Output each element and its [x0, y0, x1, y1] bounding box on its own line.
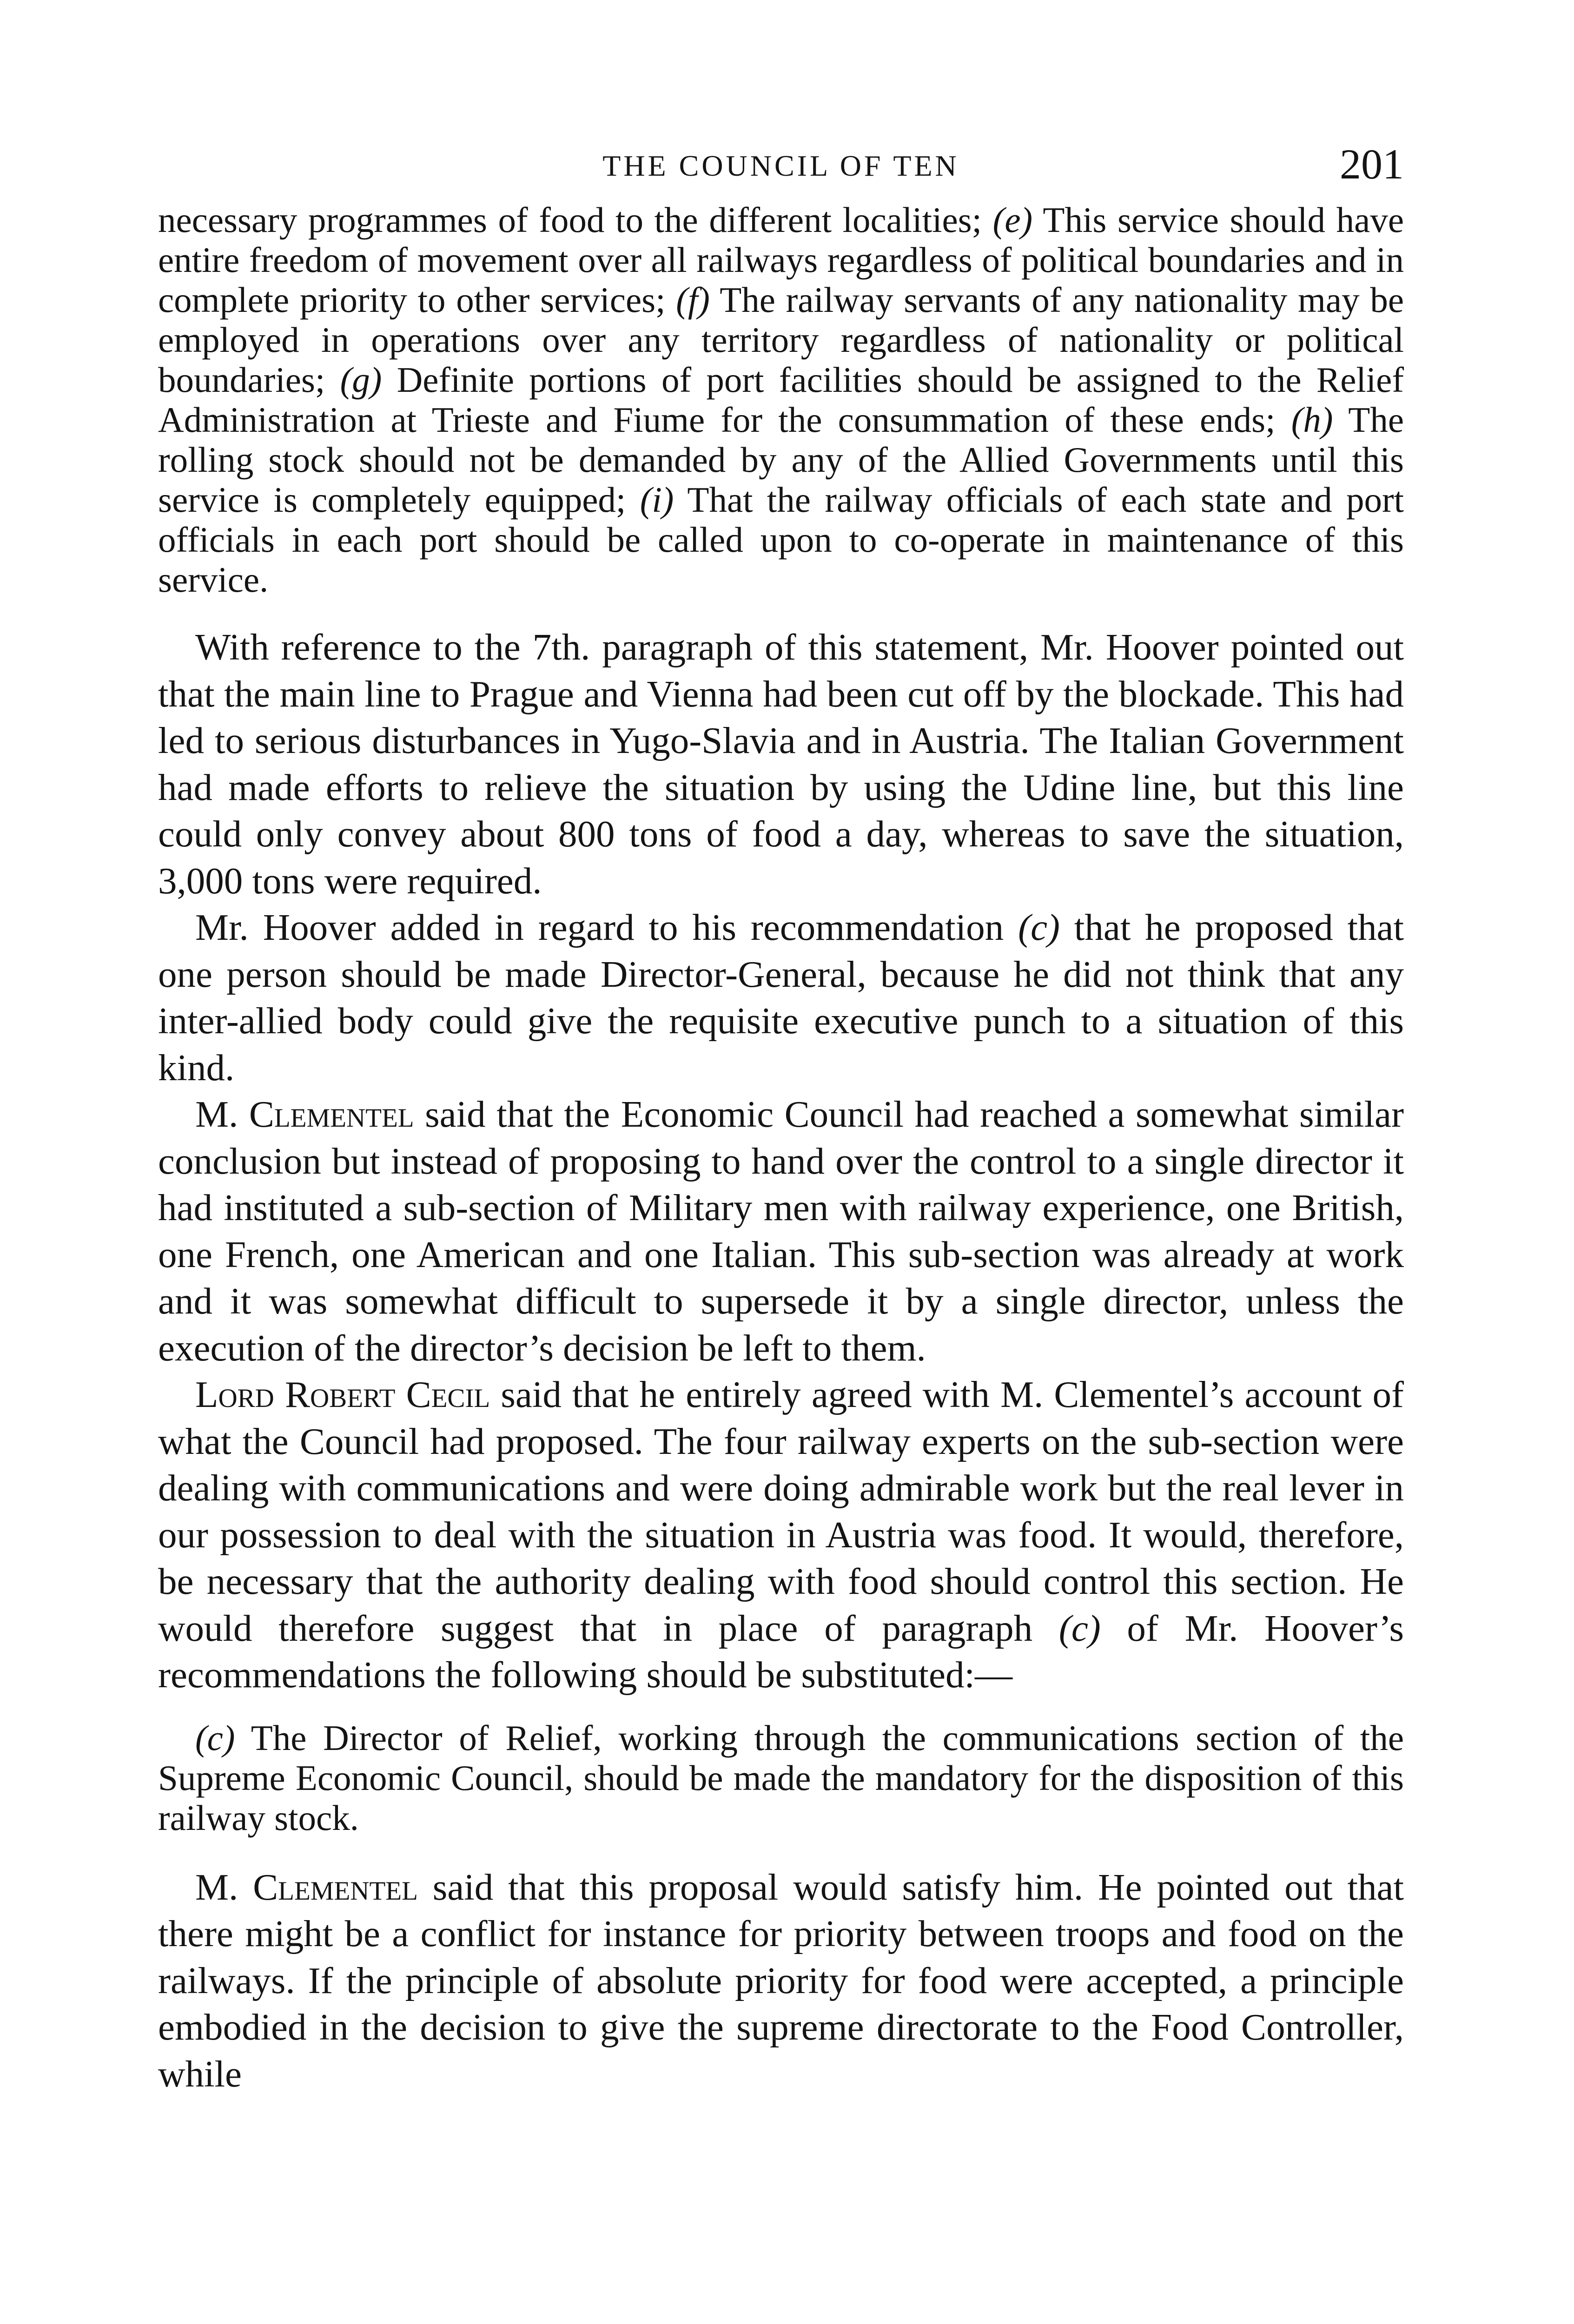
paragraph-cecil-proposal	[158, 1371, 1404, 1698]
italic-letter: (h)	[1291, 400, 1333, 440]
page-number: 201	[1340, 140, 1404, 188]
speaker-name: M. Clementel	[195, 1866, 418, 1908]
quoted-resolution	[158, 1718, 1404, 1838]
speaker-name: Lord Robert Cecil	[195, 1373, 490, 1415]
running-head	[158, 139, 1404, 200]
text-run: necessary programmes of food to the different localities;	[158, 200, 993, 240]
italic-letter: (f)	[676, 280, 710, 320]
text-run: of Mr. Hoover’s recommendations the following should be substituted:—	[158, 1607, 1404, 1696]
text-run: With reference to the 7th. paragraph of this statement, Mr. Hoover pointed out that the main line to Prague and Vienna had been cut off by the blockade. This had led to serious disturbances in Yugo-Slavia and in Austria. The Italian Government had made efforts to relieve the situation by using the Udine line, but this line could only convey about 800 tons of food a day, whereas to save the situation, 3,000 tons were required.	[158, 626, 1404, 902]
italic-letter: (c)	[1058, 1607, 1101, 1649]
paragraph-clementel-priority	[158, 1864, 1404, 2098]
italic-letter: (c)	[1018, 906, 1060, 948]
text-run: This service should have entire freedom of movement over all railways regardless of political boundaries and in complete priority to other services;	[158, 200, 1404, 320]
text-run: The railway servants of any nationality may be employed in operations over any territory regardless of nationality or political boundaries;	[158, 280, 1404, 400]
text-run: The rolling stock should not be demanded by any of the Allied Governments until this service is completely equipped;	[158, 400, 1404, 520]
italic-letter: (g)	[340, 360, 382, 400]
text-run: Definite portions of port facilities should be assigned to the Relief Administration at Trieste and Fiume for the consummation of these ends;	[158, 360, 1404, 440]
text-run: said that this proposal would satisfy him. He pointed out that there might be a conflict for instance for priority between troops and food on the railways. If the principle of absolute priority for food were accepted, a principle embodied in the decision to give the supreme directorate to the Food Controller, while	[158, 1866, 1404, 2095]
text-run: Mr. Hoover added in regard to his recommendation	[195, 906, 1018, 948]
italic-letter: (i)	[640, 480, 674, 520]
paragraph-clementel-economic-council	[158, 1091, 1404, 1371]
paragraph-hoover-railway-line	[158, 624, 1404, 904]
italic-letter: (e)	[992, 200, 1033, 240]
text-run: said that he entirely agreed with M. Clementel’s account of what the Council had proposed. The four railway experts on the sub-section were dealing with communications and were doing admirable work but the real lever in our possession to deal with the situation in Austria was food. It would, therefore, be necessary that the authority dealing with food should control this section. He would therefore suggest that in place of paragraph	[158, 1373, 1404, 1649]
paragraph-hoover-director-general	[158, 904, 1404, 1091]
text-run: That the railway officials of each state and port officials in each port should be called upon to co-operate in maintenance of this service.	[158, 480, 1404, 600]
text-run: said that the Economic Council had reached a somewhat similar conclusion but instead of proposing to hand over the control to a single director it had instituted a sub-section of Military men with railway experience, one British, one French, one American and one Italian. This sub-section was already at work and it was somewhat difficult to supersede it by a single director, unless the execution of the director’s decision be left to them.	[158, 1093, 1404, 1369]
running-title: THE COUNCIL OF TEN	[602, 149, 959, 182]
text-run: The Director of Relief, working through the communications section of the Supreme Economic Council, should be made the mandatory for the disposition of this railway stock.	[158, 1717, 1404, 1838]
paragraph-continuation	[158, 200, 1404, 600]
italic-letter: (c)	[195, 1717, 235, 1758]
document-page	[158, 139, 1404, 2097]
text-run: that he proposed that one person should be made Director-General, because he did not think that any inter-allied body could give the requisite executive punch to a situation of this kind.	[158, 906, 1404, 1089]
speaker-name: M. Clementel	[195, 1093, 414, 1135]
